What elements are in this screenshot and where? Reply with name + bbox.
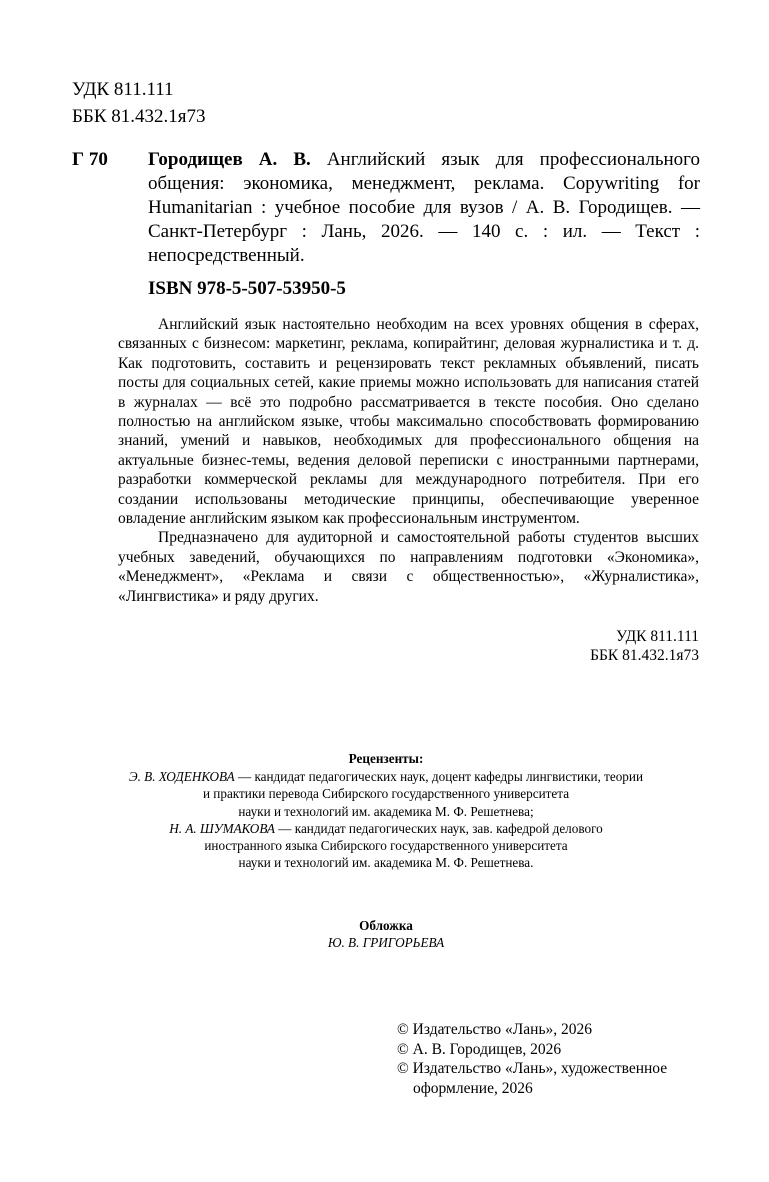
bibliographic-entry (72, 148, 700, 268)
copyright-line: © А. В. Городищев, 2026 (397, 1040, 562, 1058)
reviewers-heading: Рецензенты: (348, 751, 424, 766)
bbk-code: ББК 81.432.1я73 (590, 647, 699, 665)
bbk-code: ББК 81.432.1я73 (72, 106, 206, 127)
isbn: ISBN 978-5-507-53950-5 (148, 278, 346, 299)
udk-code: УДК 811.111 (72, 79, 174, 100)
cover-credit (72, 917, 700, 951)
copyright-line-continuation: оформление, 2026 (413, 1079, 533, 1097)
reviewer-line: Н. А. ШУМАКОВА — кандидат педагогических наук, зав. кафедрой делового (169, 820, 603, 836)
author-name: Городищев А. В. (148, 149, 311, 170)
reviewer-line: науки и технологий им. академика М. Ф. Решетнева; (238, 803, 534, 819)
bottom-classification (590, 627, 699, 666)
copyright-line: © Издательство «Лань», художественное (397, 1060, 668, 1077)
reviewer-name: Э. В. ХОДЕНКОВА (128, 769, 235, 785)
reviewer-line: и практики перевода Сибирского государственного университета (202, 786, 570, 802)
description-text: Английский язык для профессионального общения: экономика, менеджмент, реклама. Copywriting for Humanitarian : учебное пособие для вузов / А. В. Городищев. — Санкт-Петербург : Лань, 2026. — 140 с. : ил. — Текст : непосредственный. (148, 149, 700, 266)
author-mark: Г 70 (72, 149, 108, 170)
reviewer-line: Э. В. ХОДЕНКОВА — кандидат педагогических наук, доцент кафедры лингвистики, теории (128, 769, 644, 785)
top-classification (72, 76, 205, 130)
copyright-block (397, 1020, 667, 1098)
reviewer-line: науки и технологий им. академика М. Ф. Решетнева. (238, 855, 534, 871)
reviewer-name: Н. А. ШУМАКОВА (169, 820, 275, 836)
bibliographic-description (148, 148, 700, 268)
reviewers-block (72, 750, 700, 871)
cover-designer: Ю. В. ГРИГОРЬЕВА (327, 935, 445, 951)
abstract-paragraph: Предназначено для аудиторной и самостоятельной работы студентов высших учебных заведений, обучающихся по направлениям подготовки «Экономика», «Менеджмент», «Реклама и связи с общественностью», «Журналистика», «Лингвистика» и ряду других. (118, 529, 699, 605)
copyright-line: © Издательство «Лань», 2026 (397, 1021, 593, 1038)
udk-code: УДК 811.111 (616, 628, 699, 645)
abstract (118, 315, 699, 606)
reviewer-line: иностранного языка Сибирского государственного университета (204, 838, 568, 854)
cover-heading: Обложка (359, 918, 413, 933)
abstract-paragraph: Английский язык настоятельно необходим на всех уровнях общения в сферах, связанных с бизнесом: маркетинг, реклама, копирайтинг, деловая журналистика и т. д. Как подготовить, составить и рецензировать текст рекламных объявлений, писать посты для социальных сетей, какие приемы можно использовать для написания статей в журналах — всё это подробно рассматривается в тексте пособия. Оно сделано полностью на английском языке, чтобы максимально способствовать формированию знаний, умений и навыков, необходимых для профессионального общения на актуальные бизнес-темы, ведения деловой переписки с иностранными партнерами, разработки коммерческой рекламы для международного потребителя. При его создании использованы методические принципы, обеспечивающие уверенное овладение английским языком как профессиональным инструментом. (118, 316, 699, 528)
